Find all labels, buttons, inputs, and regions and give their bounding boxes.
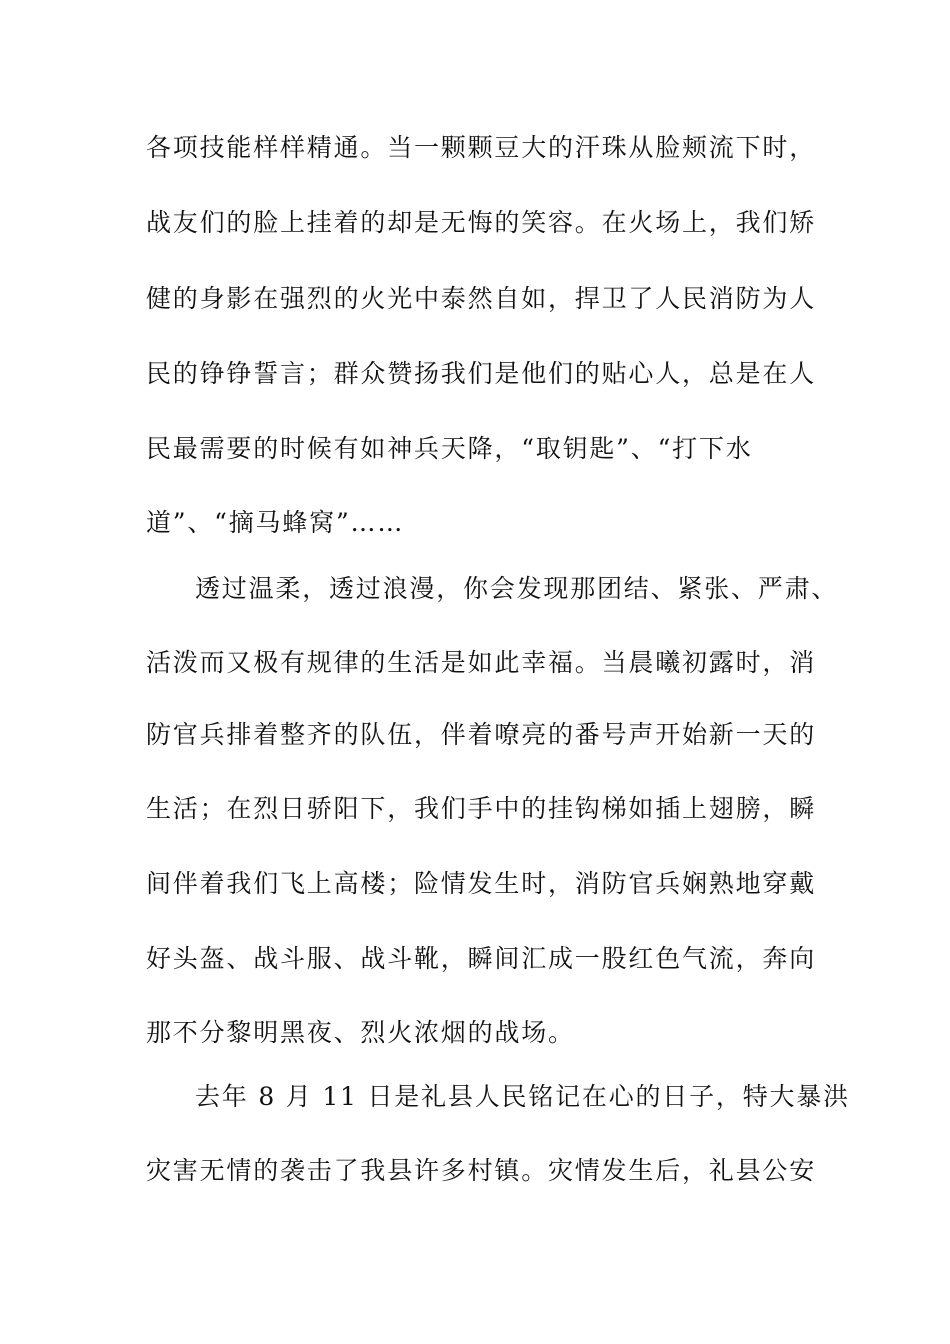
text-line: 好头盔、战斗服、战斗靴，瞬间汇成一股红色气流，奔向 [146,944,817,973]
text-line: 各项技能样样精通。当一颗颗豆大的汗珠从脸颊流下时， [146,133,817,162]
text-line: 民最需要的时候有如神兵天降，“取钥匙”、“打下水 [146,434,753,463]
text-line: 道”、“摘马蜂窝”…… [146,508,405,537]
text-line: 活泼而又极有规律的生活是如此幸福。当晨曦初露时，消 [146,648,817,677]
text-line: 战友们的脸上挂着的却是无悔的笑容。在火场上，我们矫 [146,208,817,237]
text-line: 灾害无情的袭击了我县许多村镇。灾情发生后，礼县公安 [146,1156,817,1185]
text-line: 那不分黎明黑夜、烈火浓烟的战场。 [146,1018,575,1047]
text-line: 间伴着我们飞上高楼；险情发生时，消防官兵娴熟地穿戴 [146,869,817,898]
text-line: 防官兵排着整齐的队伍，伴着嘹亮的番号声开始新一天的 [146,720,817,749]
paragraph-first-line: 去年 8 月 11 日是礼县人民铭记在心的日子，特大暴洪 [195,1082,850,1111]
text-line: 生活；在烈日骄阳下，我们手中的挂钩梯如插上翅膀，瞬 [146,794,817,823]
text-line: 民的铮铮誓言；群众赞扬我们是他们的贴心人，总是在人 [146,359,817,388]
text-line: 健的身影在强烈的火光中泰然自如，捍卫了人民消防为人 [146,284,817,313]
paragraph-first-line: 透过温柔，透过浪漫，你会发现那团结、紧张、严肃、 [195,574,839,603]
